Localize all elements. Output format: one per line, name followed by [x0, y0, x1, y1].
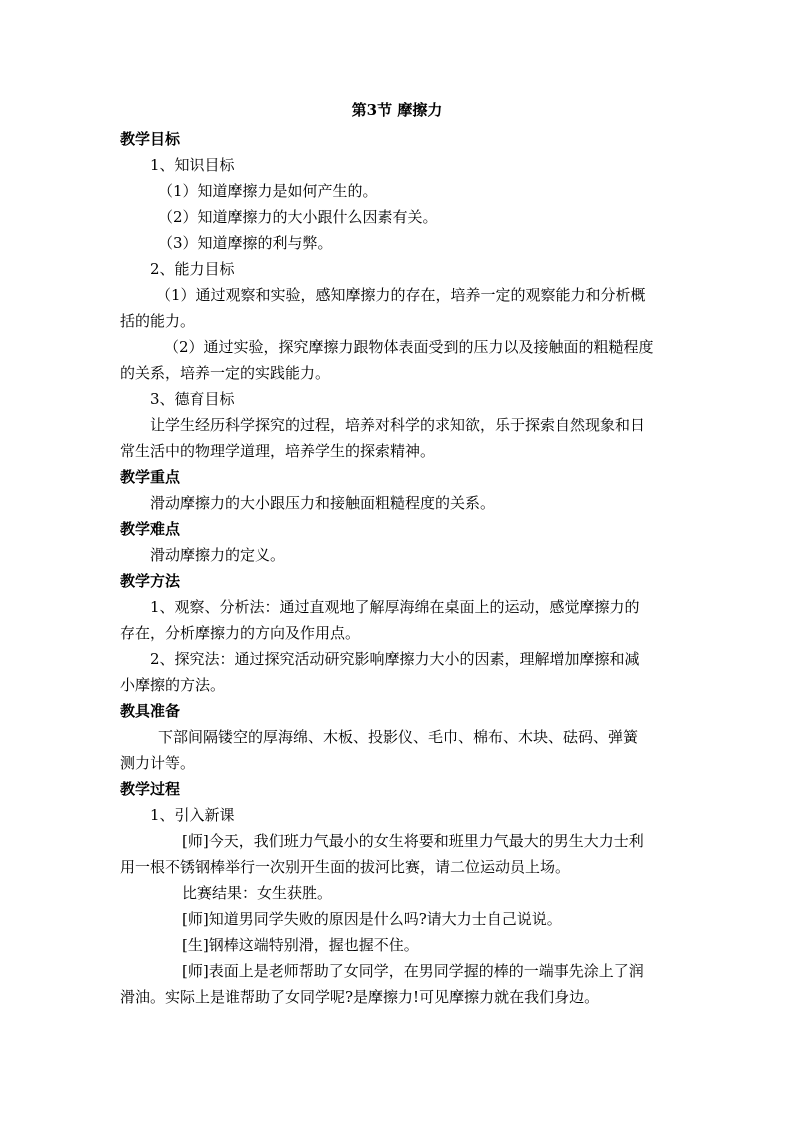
process-paragraph-1-line-2: 用一根不锈钢棒举行一次别开生面的拔河比赛，请二位运动员上场。	[120, 858, 571, 876]
ability-item-2-line-1: （2）通过实验，探究摩擦力跟物体表面受到的压力以及接触面的粗糙程度	[164, 338, 654, 356]
moral-objective-line-1: 让学生经历科学探究的过程，培养对科学的求知欲，乐于探索自然现象和日	[150, 416, 646, 434]
subheading-ability-objectives: 2、能力目标	[150, 260, 235, 278]
moral-objective-text	[120, 412, 676, 464]
knowledge-item-3: （3）知道摩擦的利与弊。	[158, 234, 333, 252]
ability-item-1-line-2: 括的能力。	[120, 312, 196, 330]
process-paragraph-4: [生]钢棒这端特别滑，握也握不住。	[182, 936, 419, 954]
heading-teaching-objectives: 教学目标	[120, 130, 181, 148]
subheading-introduction: 1、引入新课	[150, 806, 235, 824]
method-item-2-line-2: 小摩擦的方法。	[120, 676, 226, 694]
heading-teaching-process: 教学过程	[120, 780, 181, 798]
ability-item-1-line-1: （1）通过观察和实验，感知摩擦力的存在，培养一定的观察能力和分析概	[156, 286, 646, 304]
subheading-knowledge-objectives: 1、知识目标	[150, 156, 235, 174]
difficult-points-text: 滑动摩擦力的定义。	[150, 546, 286, 564]
process-paragraph-5-line-1: [师]表面上是老师帮助了女同学，在男同学握的棒的一端事先涂上了润	[182, 962, 644, 980]
subheading-moral-objectives: 3、德育目标	[150, 390, 235, 408]
process-paragraph-2: 比赛结果：女生获胜。	[182, 884, 333, 902]
teaching-aids-text	[120, 724, 676, 776]
heading-teaching-methods: 教学方法	[120, 572, 181, 590]
method-item-1	[120, 594, 676, 646]
ability-item-1	[120, 282, 676, 334]
knowledge-item-2: （2）知道摩擦力的大小跟什么因素有关。	[158, 208, 438, 226]
heading-teaching-aids: 教具准备	[120, 702, 181, 720]
knowledge-item-1: （1）知道摩擦力是如何产生的。	[158, 182, 378, 200]
process-paragraph-5	[120, 958, 676, 1010]
heading-difficult-points: 教学难点	[120, 520, 181, 538]
document-body	[120, 126, 676, 1010]
page-title: 第3节 摩擦力	[351, 101, 443, 119]
moral-objective-line-2: 常生活中的物理学道理，培养学生的探索精神。	[120, 442, 436, 460]
method-item-2	[120, 646, 676, 698]
method-item-2-line-1: 2、探究法：通过探究活动研究影响摩擦力大小的因素，理解增加摩擦和减	[150, 650, 640, 668]
process-paragraph-5-line-2: 滑油。实际上是谁帮助了女同学呢?是摩擦力!可见摩擦力就在我们身边。	[120, 988, 600, 1006]
process-paragraph-3: [师]知道男同学失败的原因是什么吗?请大力士自己说说。	[182, 910, 562, 928]
heading-key-points: 教学重点	[120, 468, 181, 486]
process-paragraph-1	[120, 828, 676, 880]
method-item-1-line-1: 1、观察、分析法：通过直观地了解厚海绵在桌面上的运动，感觉摩擦力的	[150, 598, 640, 616]
teaching-aids-line-2: 测力计等。	[120, 754, 196, 772]
ability-item-2-line-2: 的关系，培养一定的实践能力。	[120, 364, 331, 382]
method-item-1-line-2: 存在，分析摩擦力的方向及作用点。	[120, 624, 361, 642]
teaching-aids-line-1: 下部间隔镂空的厚海绵、木板、投影仪、毛巾、棉布、木块、砝码、弹簧	[158, 728, 639, 746]
key-points-text: 滑动摩擦力的大小跟压力和接触面粗糙程度的关系。	[150, 494, 496, 512]
ability-item-2	[120, 334, 676, 386]
process-paragraph-1-line-1: [师]今天，我们班力气最小的女生将要和班里力气最大的男生大力士利	[182, 832, 644, 850]
